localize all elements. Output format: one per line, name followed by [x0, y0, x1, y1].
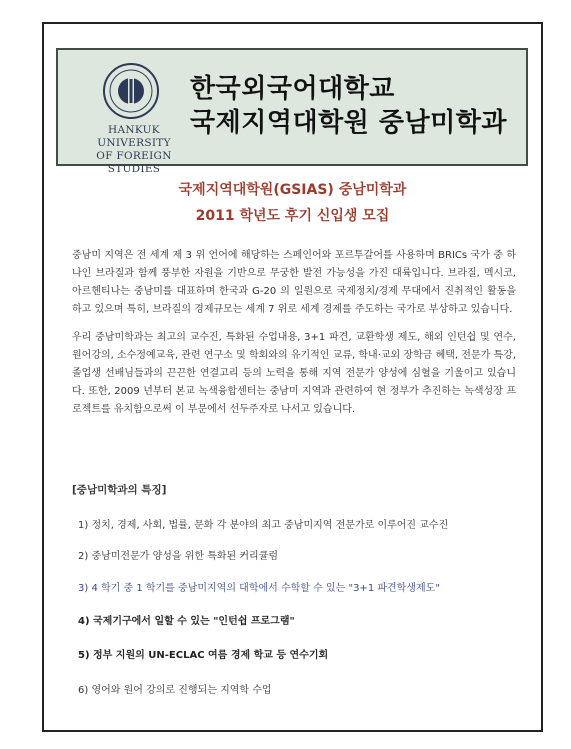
document-page — [42, 22, 543, 732]
page-heading-line2: 2011 학년도 후기 신입생 모집 — [195, 208, 390, 224]
university-english-name — [80, 124, 188, 176]
banner-title-line1: 한국외국어대학교 — [190, 74, 395, 104]
intro-paragraph-1: 중남미 지역은 전 세계 제 3 위 언어에 해당하는 스페인어와 포르투갈어를 사용하며 BRICs 국가 중 하나인 브라질과 함께 풍부한 자원을 기반으로 무궁한 발전 가능성을 가진 대륙입니다. 브라질, 멕시코, 아르헨티나는 중남미를 대표하며 한국과 G-20 의 일원으로 국제정치/경제 무대에서 진취적인 활동을 하고 있으며 특히, 브라질의 경제규모는 세계 7 위로 세계 경제를 주도하는 국가로 부상하고 있습니다. — [72, 250, 516, 315]
feature-item-5: 5) 정부 지원의 UN-ECLAC 여름 경제 학교 등 연수기회 — [78, 650, 329, 661]
header-banner — [56, 48, 528, 175]
banner-title-line2: 국제지역대학원 중남미학과 — [190, 108, 507, 138]
feature-item-4: 4) 국제기구에서 일할 수 있는 "인턴쉽 프로그램" — [78, 616, 295, 627]
university-english-line2: OF FOREIGN STUDIES — [96, 150, 172, 175]
university-english-line1: HANKUK UNIVERSITY — [97, 124, 171, 149]
page-heading-line1: 국제지역대학원(GSIAS) 중남미학과 — [178, 182, 407, 198]
banner-title — [190, 72, 507, 140]
feature-item-3: 3) 4 학기 중 1 학기를 중남미지역의 대학에서 수학할 수 있는 "3+1 파견학생제도" — [78, 583, 440, 594]
feature-item-1: 1) 정치, 경제, 사회, 법률, 문화 각 분야의 최고 중남미지역 전문가로 이루어진 교수진 — [78, 520, 449, 531]
features-title: [중남미학과의 특징] — [72, 484, 167, 496]
intro-paragraph-2: 우리 중남미학과는 최고의 교수진, 특화된 수업내용, 3+1 파견, 교환학생 제도, 해외 인턴쉽 및 연수, 원어강의, 소수정예교육, 관련 연구소 및 학회와의 유기적인 교류, 학내·교외 장학금 혜택, 전문가 특강, 졸업생 선배님들과의 끈끈한 연결고리 등의 노력을 통해 지역 전문가 양성에 심혈을 기울이고 있습니다. 또한, 2009 년부터 본교 녹색융합센터는 중남미 지역과 관련하여 현 정부가 추진하는 녹색성장 프로젝트를 유치함으로써 이 부문에서 선두주자로 나서고 있습니다. — [72, 332, 516, 415]
feature-item-6: 6) 영어와 원어 강의로 진행되는 지역학 수업 — [78, 685, 272, 696]
feature-item-2: 2) 중남미전문가 양성을 위한 특화된 커리큘럼 — [78, 551, 279, 562]
university-seal-icon — [102, 62, 160, 120]
